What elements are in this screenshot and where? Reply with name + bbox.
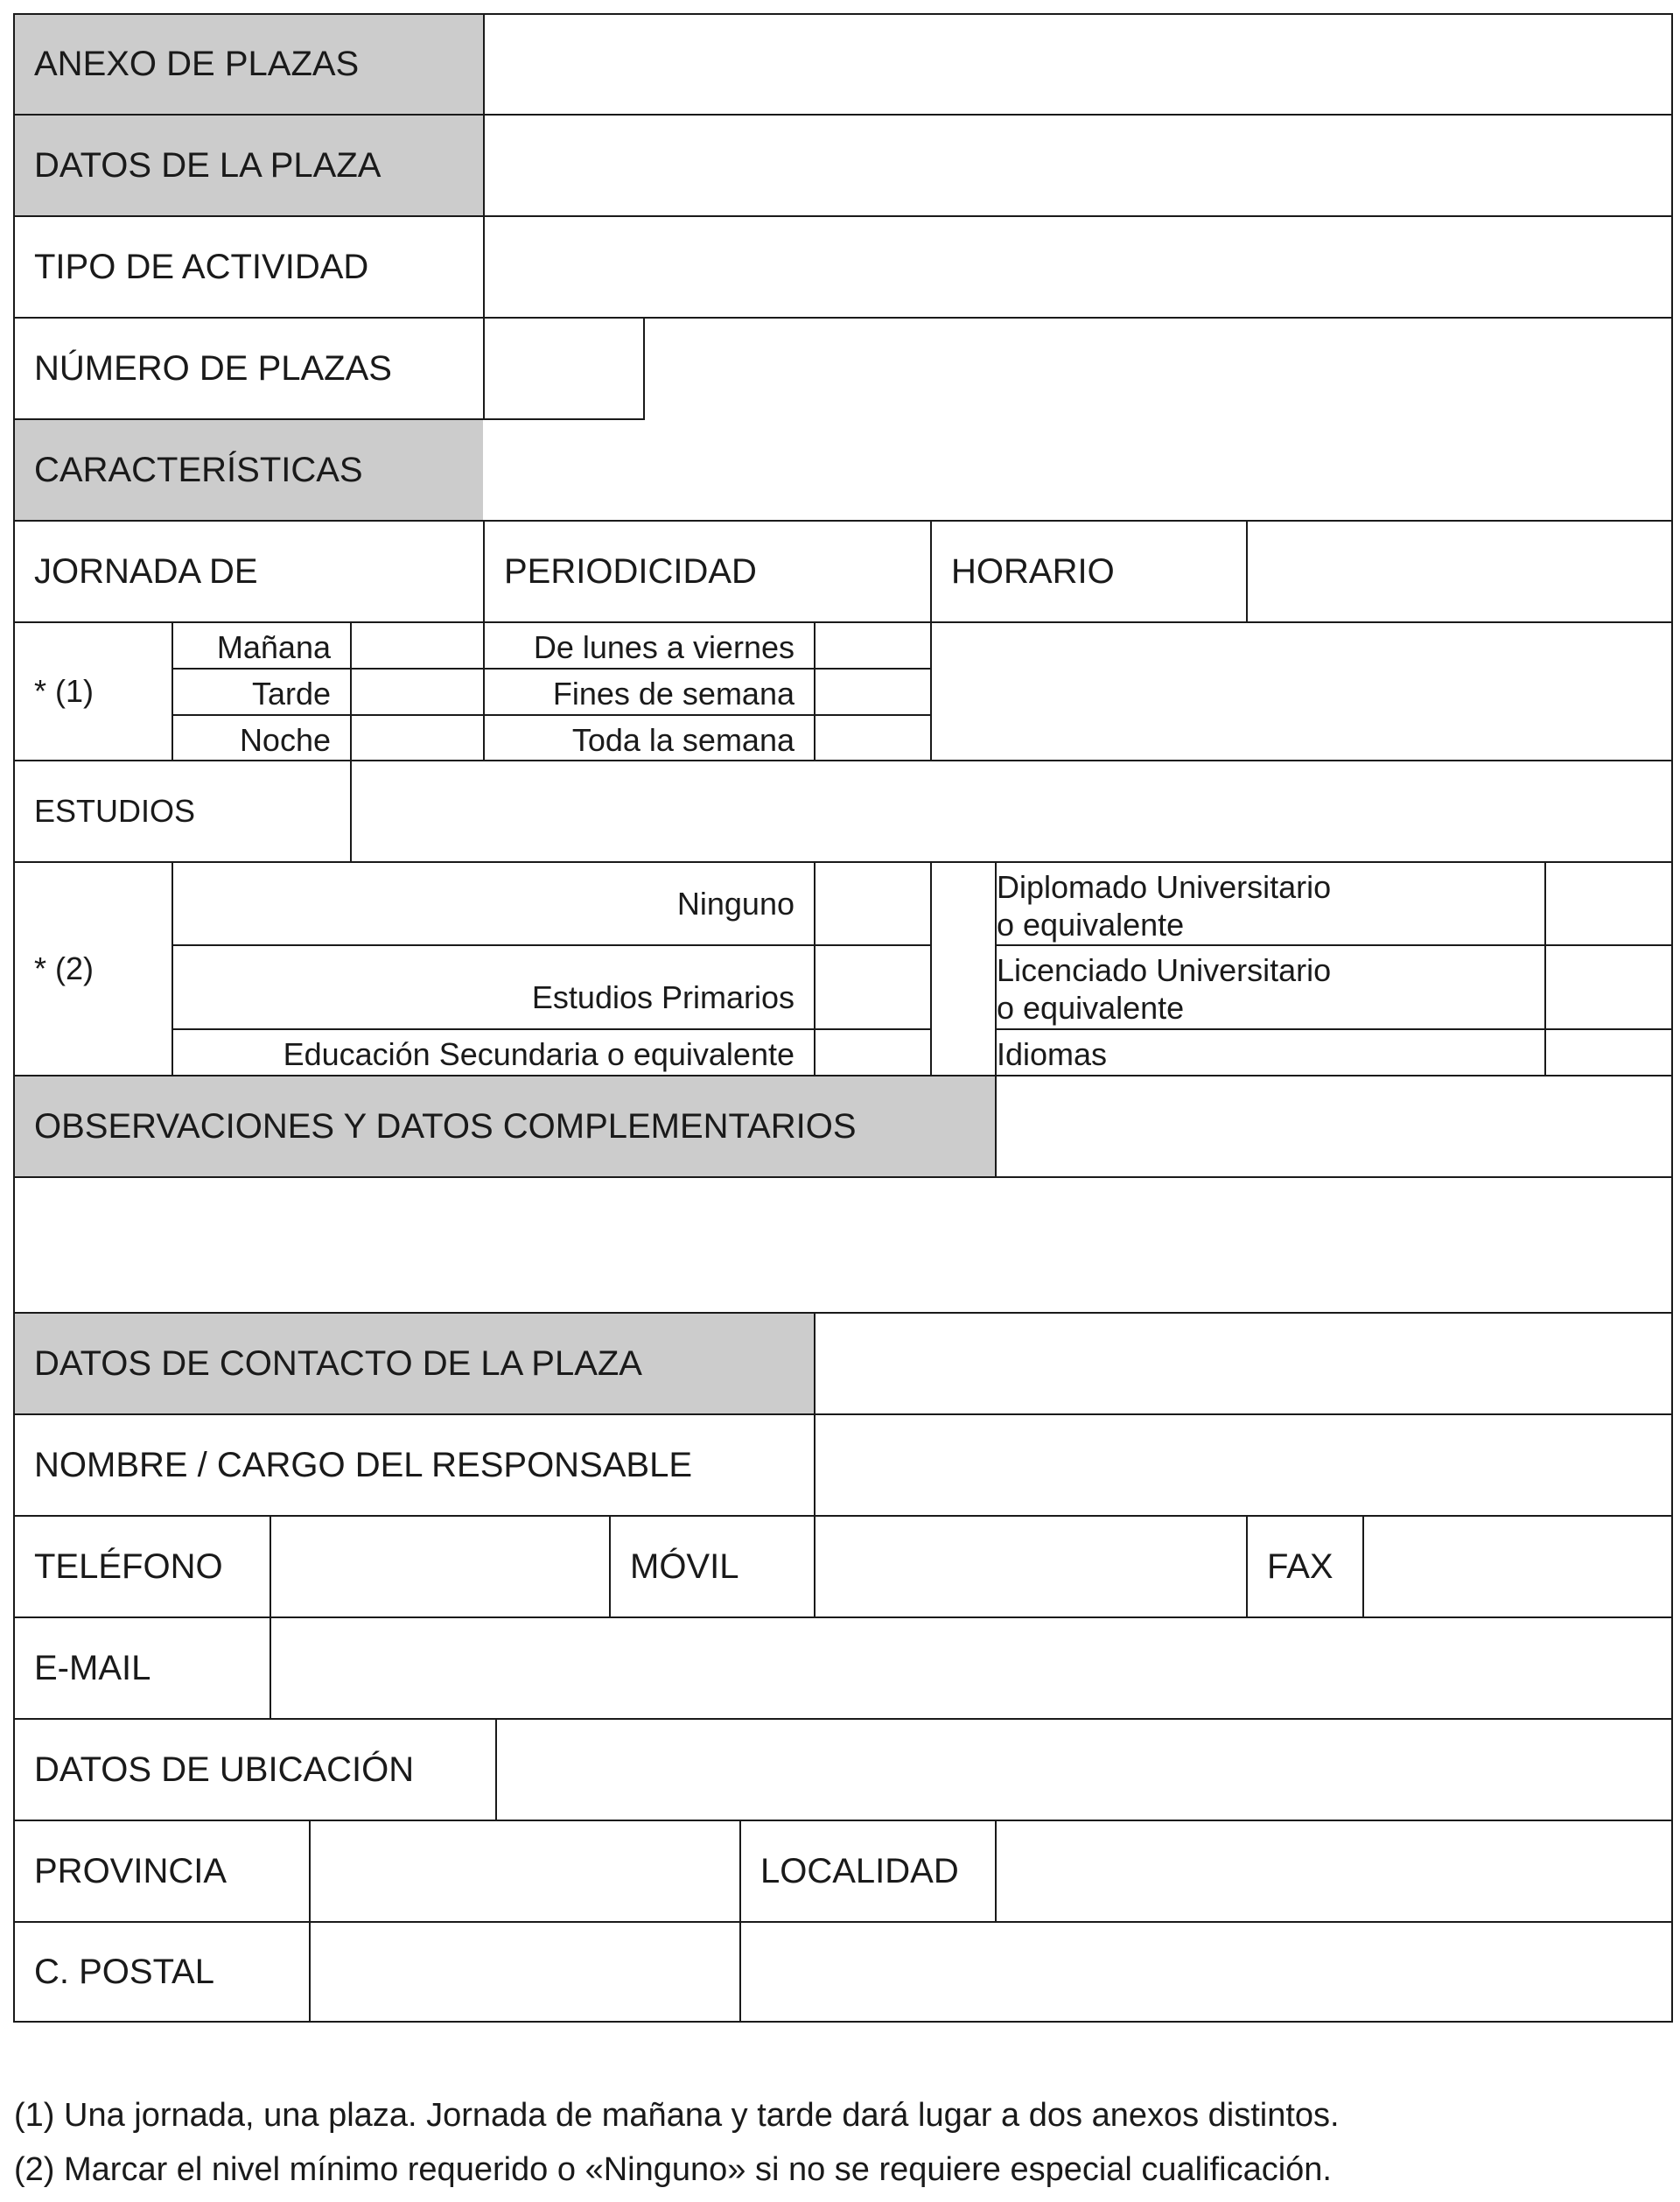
periodicidad-option: Toda la semana <box>483 714 816 761</box>
provincia-field[interactable] <box>309 1820 741 1923</box>
jornada-checkbox[interactable] <box>350 714 485 761</box>
estudios-option-right-line-1: Licenciado Universitario <box>997 952 1332 988</box>
cpostal-label: C. POSTAL <box>13 1921 311 2023</box>
observaciones-label: OBSERVACIONES Y DATOS COMPLEMENTARIOS <box>13 1075 997 1178</box>
numero-plazas-box[interactable] <box>483 317 645 420</box>
estudios-option: Ninguno <box>172 861 816 946</box>
caracteristicas-label: CARACTERÍSTICAS <box>13 418 485 522</box>
estudios-option-right-line-2: o equivalente <box>997 990 1185 1027</box>
fax-field[interactable] <box>1362 1515 1673 1618</box>
jornada-option: Tarde <box>172 668 352 716</box>
jornada-checkbox[interactable] <box>350 621 485 670</box>
estudios-option-right-line-1: Diplomado Universitario <box>997 869 1332 905</box>
periodicidad-checkbox[interactable] <box>814 714 932 761</box>
periodicidad-option: Fines de semana <box>483 668 816 716</box>
tipo-actividad-label: TIPO DE ACTIVIDAD <box>13 215 485 319</box>
movil-field[interactable] <box>814 1515 1248 1618</box>
telefono-label: TELÉFONO <box>13 1515 271 1618</box>
observaciones-side[interactable] <box>995 1075 1673 1178</box>
numero-plazas-label: NÚMERO DE PLAZAS <box>13 317 485 420</box>
note-1-ref: * (1) <box>13 621 173 761</box>
telefono-field[interactable] <box>270 1515 611 1618</box>
estudios-option: Estudios Primarios <box>172 944 816 1030</box>
footnote-1: (1) Una jornada, una plaza. Jornada de mañana y tarde dará lugar a dos anexos distintos. <box>14 2097 1340 2134</box>
ubicacion-field[interactable] <box>495 1718 1673 1821</box>
estudios-checkbox[interactable] <box>814 861 932 946</box>
estudios-option-right-line-2: o equivalente <box>997 907 1185 943</box>
email-label: E-MAIL <box>13 1616 271 1720</box>
localidad-label: LOCALIDAD <box>739 1820 997 1923</box>
fax-label: FAX <box>1246 1515 1364 1618</box>
responsable-field[interactable] <box>814 1413 1673 1517</box>
anexo-label: ANEXO DE PLAZAS <box>13 13 485 116</box>
estudios-option-right <box>995 944 1546 1030</box>
jornada-checkbox[interactable] <box>350 668 485 716</box>
horario-label: HORARIO <box>930 520 1248 623</box>
responsable-label: NOMBRE / CARGO DEL RESPONSABLE <box>13 1413 816 1517</box>
contacto-label: DATOS DE CONTACTO DE LA PLAZA <box>13 1312 816 1415</box>
estudios-field[interactable] <box>350 760 1673 863</box>
periodicidad-option: De lunes a viernes <box>483 621 816 670</box>
periodicidad-label: PERIODICIDAD <box>483 520 932 623</box>
estudios-checkbox-right[interactable] <box>1544 1028 1673 1076</box>
tipo-actividad-field[interactable] <box>483 215 1673 319</box>
estudios-option-right-line-1: Idiomas <box>997 1036 1108 1072</box>
jornada-option: Noche <box>172 714 352 761</box>
note-2-ref: * (2) <box>13 861 173 1076</box>
periodicidad-checkbox[interactable] <box>814 621 932 670</box>
movil-label: MÓVIL <box>609 1515 816 1618</box>
jornada-option: Mañana <box>172 621 352 670</box>
estudios-label: ESTUDIOS <box>13 760 352 863</box>
datos-plaza-label: DATOS DE LA PLAZA <box>13 114 485 217</box>
caracteristicas-field <box>483 317 1673 522</box>
estudios-checkbox[interactable] <box>814 944 932 1030</box>
anexo-field[interactable] <box>483 13 1673 116</box>
horario-detail-field[interactable] <box>930 621 1673 761</box>
observaciones-field[interactable] <box>13 1176 1673 1314</box>
estudios-checkbox-right[interactable] <box>1544 861 1673 946</box>
estudios-spacer <box>930 861 997 1076</box>
jornada-label: JORNADA DE <box>13 520 485 623</box>
ubicacion-label: DATOS DE UBICACIÓN <box>13 1718 497 1821</box>
datos-plaza-field[interactable] <box>483 114 1673 217</box>
cpostal-field[interactable] <box>309 1921 741 2023</box>
estudios-checkbox-right[interactable] <box>1544 944 1673 1030</box>
periodicidad-checkbox[interactable] <box>814 668 932 716</box>
estudios-checkbox[interactable] <box>814 1028 932 1076</box>
estudios-option-right <box>995 861 1546 946</box>
cpostal-extra-field[interactable] <box>739 1921 1673 2023</box>
contacto-field[interactable] <box>814 1312 1673 1415</box>
provincia-label: PROVINCIA <box>13 1820 311 1923</box>
estudios-option: Educación Secundaria o equivalente <box>172 1028 816 1076</box>
email-field[interactable] <box>270 1616 1673 1720</box>
horario-field[interactable] <box>1246 520 1673 623</box>
localidad-field[interactable] <box>995 1820 1673 1923</box>
footnote-2: (2) Marcar el nivel mínimo requerido o «Ninguno» si no se requiere especial cualificación. <box>14 2151 1332 2188</box>
estudios-option-right <box>995 1028 1546 1076</box>
